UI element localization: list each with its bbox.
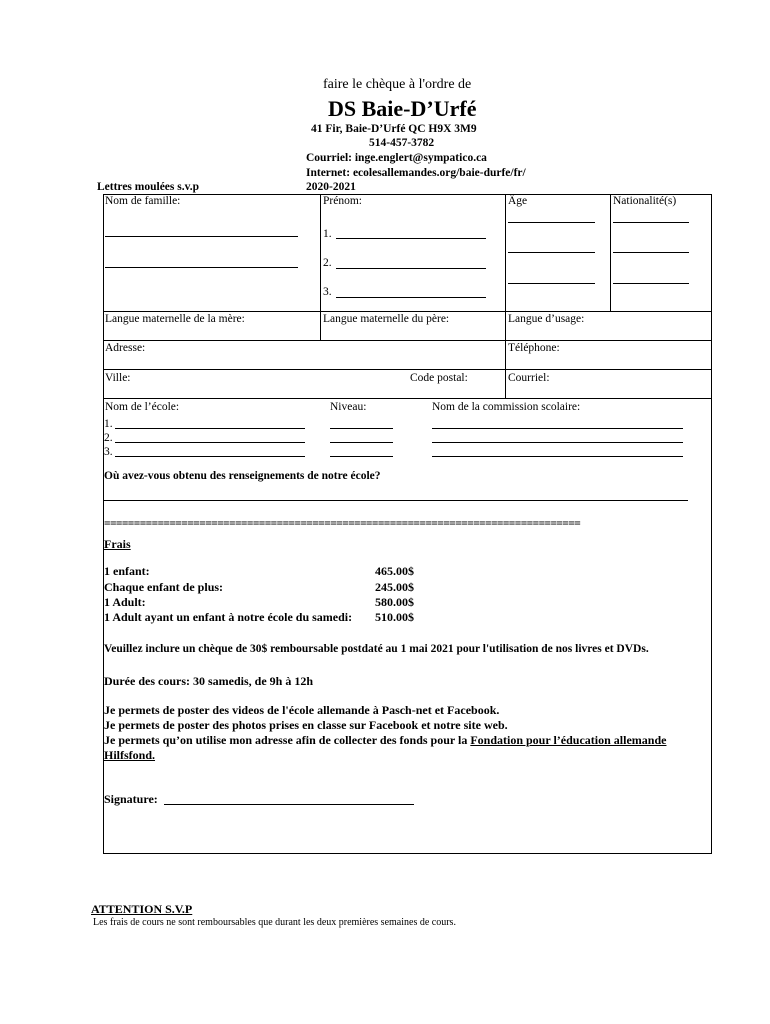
fondation-link[interactable]: Fondation pour l’éducation allemande <box>470 733 667 747</box>
row-divider <box>103 369 712 370</box>
frais-item-label: Chaque enfant de plus: <box>104 580 224 594</box>
nom-famille-field-1[interactable] <box>105 236 298 237</box>
niveau-field-3[interactable] <box>330 456 393 457</box>
commission-label: Nom de la commission scolaire: <box>432 401 581 413</box>
frais-item-amount: 510.00$ <box>375 610 414 624</box>
commission-field-2[interactable] <box>432 442 683 443</box>
ecole-row-number: 2. <box>104 432 113 444</box>
source-answer-field[interactable] <box>104 500 688 501</box>
ville-label: Ville: <box>105 372 131 384</box>
prenom-field-2[interactable] <box>336 268 486 269</box>
code-postal-label: Code postal: <box>410 372 468 384</box>
col-divider <box>320 194 321 340</box>
ecole-row-number: 3. <box>104 446 113 458</box>
permission-address <box>104 733 666 748</box>
signature-label: Signature: <box>104 792 158 806</box>
nationalite-field-2[interactable] <box>613 252 689 253</box>
prenom-row-number: 3. <box>323 286 332 298</box>
hilfsfond-link[interactable]: Hilfsfond. <box>104 748 156 762</box>
attention-text: Les frais de cours ne sont remboursables que durant les deux premières semaines de cours. <box>93 917 456 928</box>
permission-address-text: Je permets qu’on utilise mon adresse afin de collecter des fonds pour la <box>104 733 471 747</box>
langue-usage-label: Langue d’usage: <box>508 313 585 325</box>
cheque-instruction: faire le chèque à l'ordre de <box>323 77 472 92</box>
cheque-deposit-note: Veuillez inclure un chèque de 30$ remboursable postdaté au 1 mai 2021 pour l'utilisation de nos livres et DVDs. <box>104 643 649 655</box>
age-field-2[interactable] <box>508 252 595 253</box>
ecole-field-1[interactable] <box>115 428 305 429</box>
commission-field-3[interactable] <box>432 456 683 457</box>
row-divider <box>103 398 712 399</box>
frais-item-label: 1 Adult ayant un enfant à notre école du samedi: <box>104 610 353 624</box>
col-divider <box>505 194 506 398</box>
col-divider <box>610 194 611 311</box>
school-name: DS Baie-D’Urfé <box>328 96 477 121</box>
age-field-3[interactable] <box>508 283 595 284</box>
frais-item-label: 1 enfant: <box>104 564 150 578</box>
nationalite-field-3[interactable] <box>613 283 689 284</box>
school-year: 2020-2021 <box>306 181 356 193</box>
langue-mere-label: Langue maternelle de la mère: <box>105 313 245 325</box>
prenom-label: Prénom: <box>323 195 362 207</box>
prenom-field-1[interactable] <box>336 238 486 239</box>
niveau-label: Niveau: <box>330 401 367 413</box>
permission-photos: Je permets de poster des photos prises en classe sur Facebook et notre site web. <box>104 718 508 732</box>
commission-field-1[interactable] <box>432 428 683 429</box>
ecole-row-number: 1. <box>104 418 113 430</box>
telephone-label: Téléphone: <box>508 342 560 354</box>
nationalite-field-1[interactable] <box>613 222 689 223</box>
permission-videos: Je permets de poster des videos de l'école allemande à Pasch-net et Facebook. <box>104 703 500 717</box>
table-border-right <box>711 194 712 854</box>
courriel-label: Courriel: <box>508 372 550 384</box>
school-email: Courriel: inge.englert@sympatico.ca <box>306 152 487 164</box>
attention-title: ATTENTION S.V.P <box>91 902 193 916</box>
school-address: 41 Fir, Baie-D’Urfé QC H9X 3M9 <box>311 123 477 135</box>
nationalite-label: Nationalité(s) <box>613 195 677 207</box>
nom-ecole-label: Nom de l’école: <box>105 401 180 413</box>
prenom-row-number: 1. <box>323 228 332 240</box>
langue-pere-label: Langue maternelle du père: <box>323 313 450 325</box>
frais-item-amount: 245.00$ <box>375 580 414 594</box>
row-divider <box>103 340 712 341</box>
age-label: Âge <box>508 195 528 207</box>
nom-famille-label: Nom de famille: <box>105 195 181 207</box>
row-divider <box>103 311 712 312</box>
separator-line: ================================================================================ <box>104 518 581 530</box>
frais-item-amount: 465.00$ <box>375 564 414 578</box>
age-field-1[interactable] <box>508 222 595 223</box>
nom-famille-field-2[interactable] <box>105 267 298 268</box>
niveau-field-1[interactable] <box>330 428 393 429</box>
frais-item-amount: 580.00$ <box>375 595 414 609</box>
source-question: Où avez-vous obtenu des renseignements de notre école? <box>104 470 381 482</box>
school-internet: Internet: ecolesallemandes.org/baie-durfe/fr/ <box>306 167 526 179</box>
niveau-field-2[interactable] <box>330 442 393 443</box>
ecole-field-3[interactable] <box>115 456 305 457</box>
table-border-bottom <box>103 853 712 854</box>
school-phone: 514-457-3782 <box>369 137 435 149</box>
prenom-row-number: 2. <box>323 257 332 269</box>
frais-title: Frais <box>104 537 131 551</box>
prenom-field-3[interactable] <box>336 297 486 298</box>
course-duration: Durée des cours: 30 samedis, de 9h à 12h <box>104 674 313 688</box>
signature-field[interactable] <box>164 804 414 805</box>
ecole-field-2[interactable] <box>115 442 305 443</box>
adresse-label: Adresse: <box>105 342 146 354</box>
frais-item-label: 1 Adult: <box>104 595 146 609</box>
block-letters-note: Lettres moulées s.v.p <box>97 181 200 193</box>
